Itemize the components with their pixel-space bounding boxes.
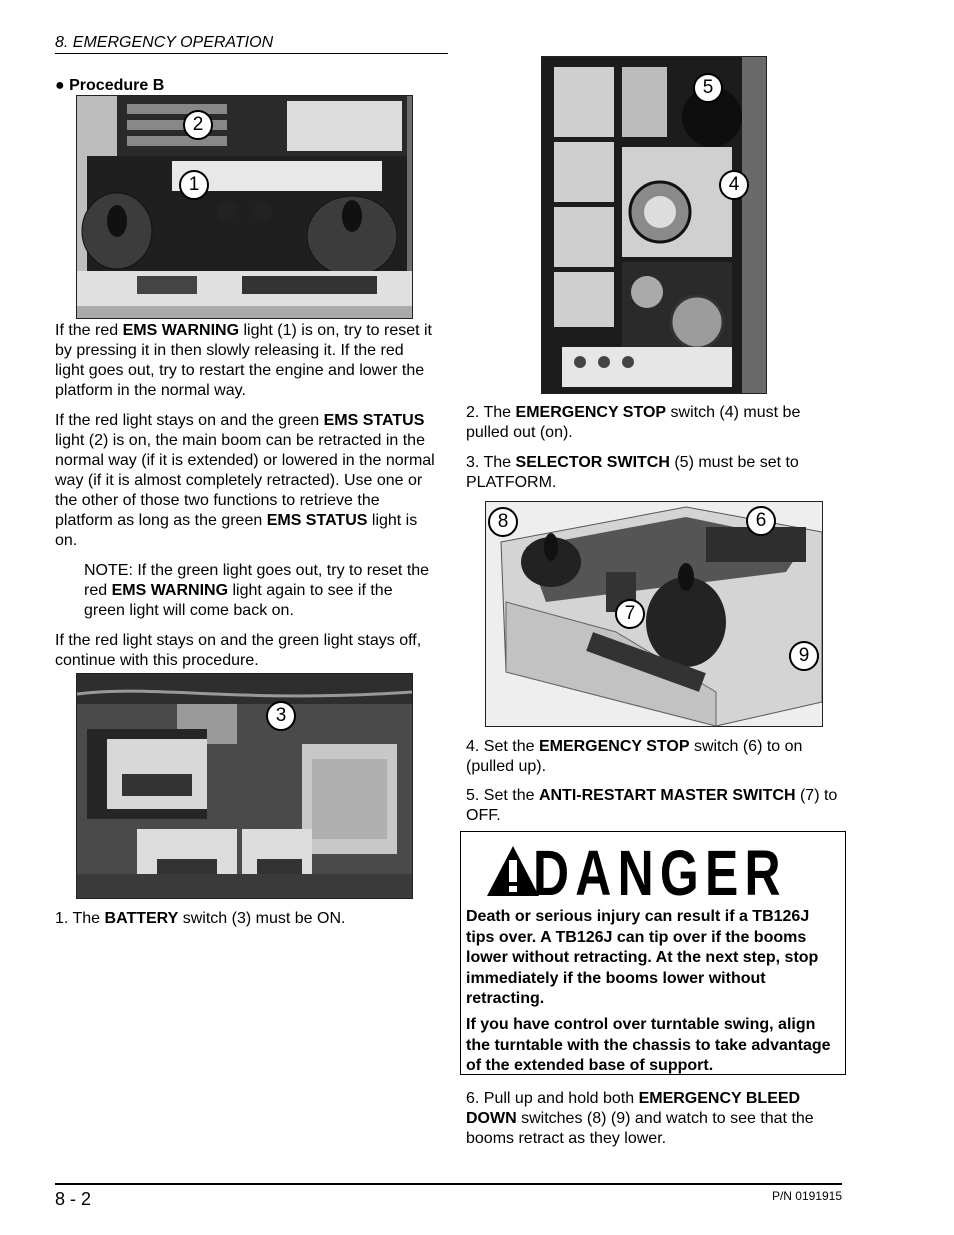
callout-9: 9 bbox=[789, 641, 819, 671]
callout-3: 3 bbox=[266, 701, 296, 731]
callout-8: 8 bbox=[488, 507, 518, 537]
callout-4: 4 bbox=[719, 170, 749, 200]
section-header: 8. EMERGENCY OPERATION bbox=[55, 34, 448, 54]
photo-ground-control-panel bbox=[541, 56, 767, 394]
danger-paragraph-1: Death or serious injury can result if a TB126J tips over. A TB126J can tip over if the booms lower without retracting. At the next step, stop immediately if the booms lower without retracting. bbox=[466, 908, 819, 1007]
step-1: 1. The BATTERY switch (3) must be ON. bbox=[55, 910, 346, 927]
step-2: 2. The EMERGENCY STOP switch (4) must be pulled out (on). bbox=[466, 404, 801, 441]
step-5: 5. Set the ANTI-RESTART MASTER SWITCH (7) to OFF. bbox=[466, 787, 838, 824]
page-number: 8 - 2 bbox=[55, 1189, 92, 1209]
callout-7: 7 bbox=[615, 599, 645, 629]
footer-rule bbox=[55, 1183, 842, 1185]
battery-compartment-illustration bbox=[77, 674, 412, 898]
control-panel-illustration bbox=[77, 96, 412, 318]
callout-6: 6 bbox=[746, 506, 776, 536]
step-4: 4. Set the EMERGENCY STOP switch (6) to on (pulled up). bbox=[466, 738, 803, 775]
paragraph-ems-status: If the red light stays on and the green EMS STATUS light (2) is on, the main boom can be retracted in the normal way (if it is extended) or lowered in the normal way (if it is almost completely retracted). Use one or the other of those two functions to retrieve the platform as long as the green EMS STATUS light is on. bbox=[55, 412, 435, 549]
procedure-title: Procedure B bbox=[69, 77, 165, 94]
danger-paragraph-2: If you have control over turntable swing, align the turntable with the chassis to take advantage of the extended base of support. bbox=[466, 1016, 831, 1074]
note-paragraph: NOTE: If the green light goes out, try to reset the red EMS WARNING light again to see if the green light will come back on. bbox=[84, 562, 430, 619]
step-6: 6. Pull up and hold both EMERGENCY BLEED DOWN switches (8) (9) and watch to see that the booms retract as they lower. bbox=[466, 1090, 814, 1147]
procedure-heading bbox=[55, 76, 164, 96]
photo-battery-compartment bbox=[76, 673, 413, 899]
platform-controls-illustration bbox=[486, 502, 822, 726]
callout-5: 5 bbox=[693, 73, 723, 103]
paragraph-ems-warning: If the red EMS WARNING light (1) is on, try to reset it by pressing it in then slowly releasing it. If the red light goes out, try to restart the engine and lower the platform in the normal way. bbox=[55, 322, 432, 399]
callout-2: 2 bbox=[183, 110, 213, 140]
photo-control-panel bbox=[76, 95, 413, 319]
paragraph-continue: If the red light stays on and the green light stays off, continue with this procedure. bbox=[55, 632, 422, 669]
ground-panel-illustration bbox=[542, 57, 766, 393]
bullet-icon: ● bbox=[55, 77, 65, 94]
part-number: P/N 0191915 bbox=[771, 1189, 842, 1203]
danger-box bbox=[460, 831, 846, 1075]
danger-title: DANGER bbox=[533, 837, 787, 909]
step-3: 3. The SELECTOR SWITCH (5) must be set to PLATFORM. bbox=[466, 454, 799, 491]
callout-1: 1 bbox=[179, 170, 209, 200]
photo-platform-controls bbox=[485, 501, 823, 727]
